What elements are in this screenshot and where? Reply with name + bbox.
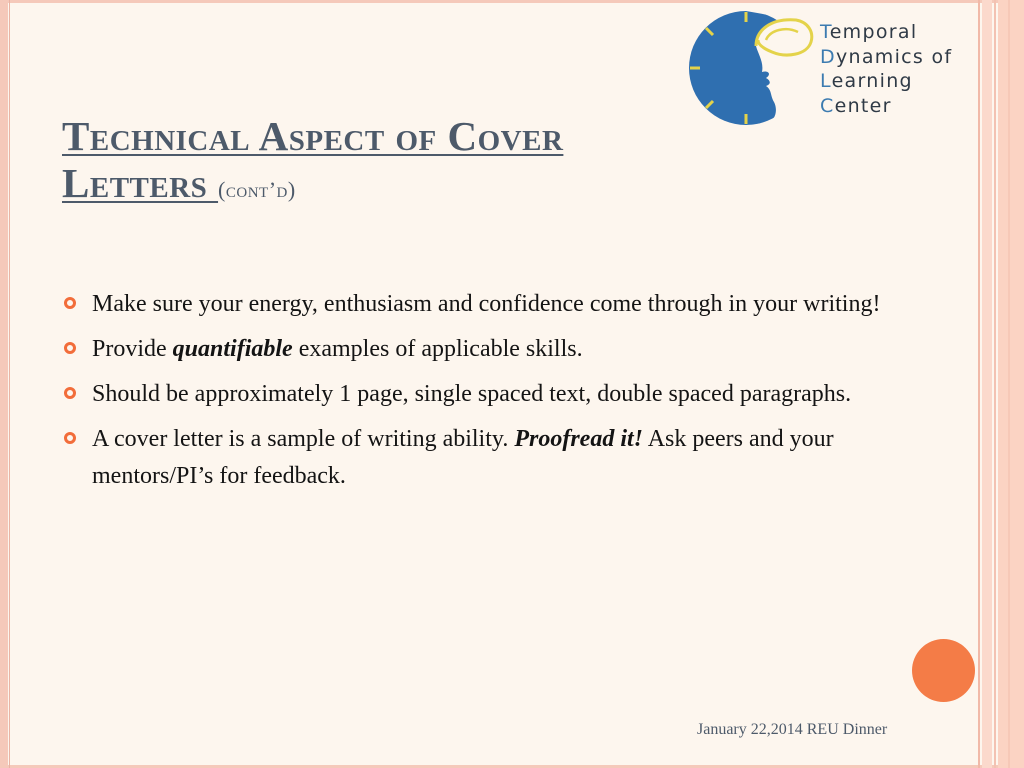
- bullet-item: Make sure your energy, enthusiasm and confidence come through in your writing!: [62, 286, 892, 323]
- footer-date: January 22,2014 REU Dinner: [697, 721, 888, 738]
- title-suffix: (cont’d): [218, 177, 296, 202]
- bullet-item: Provide quantifiable examples of applicable skills.: [62, 331, 892, 368]
- bullet-ring-icon: [64, 387, 76, 399]
- logo-line: Dynamics of: [820, 45, 953, 68]
- bullet-ring-icon: [64, 297, 76, 309]
- slide-title: [62, 113, 702, 213]
- clock-head-icon: [686, 10, 816, 130]
- logo-line: Temporal: [820, 21, 918, 43]
- decorative-orange-circle: [912, 639, 975, 702]
- tdlc-logo-text: [820, 20, 952, 118]
- title-line-2: Letters: [62, 160, 219, 206]
- bullet-item: A cover letter is a sample of writing ability. Proofread it! Ask peers and your mentors/PI’s for feedback.: [62, 421, 892, 495]
- logo-line: Learning: [820, 70, 913, 92]
- bullet-item: Should be approximately 1 page, single spaced text, double spaced paragraphs.: [62, 376, 892, 413]
- bullet-list: [62, 286, 892, 503]
- slide-border-top: [0, 0, 1024, 3]
- tdlc-logo: [686, 10, 976, 130]
- logo-line: Center: [820, 94, 892, 117]
- bullet-ring-icon: [64, 432, 76, 444]
- title-line-1: Technical Aspect of Cover: [62, 113, 564, 159]
- bullet-ring-icon: [64, 342, 76, 354]
- decorative-stripes: [978, 0, 1024, 768]
- slide-border-left: [0, 0, 8, 768]
